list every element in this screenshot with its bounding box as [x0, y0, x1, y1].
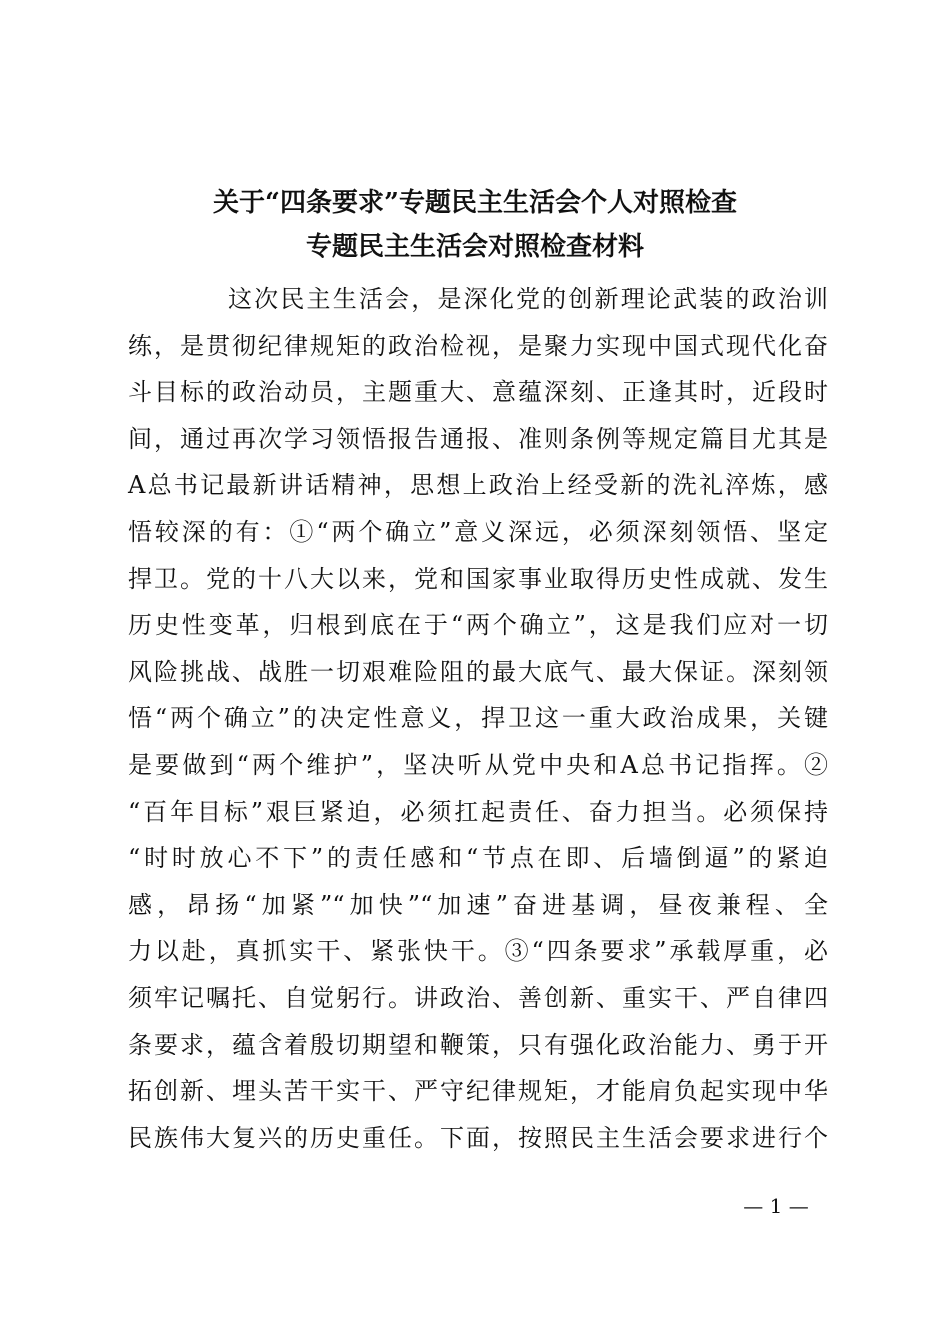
body-line: 这次民主生活会，是深化党的创新理论武装的政治训	[228, 285, 828, 313]
body-line: 捍卫。党的十八大以来，党和国家事业取得历史性成就、发生	[128, 564, 828, 593]
body-line: 历史性变革，归根到底在于“两个确立”，这是我们应对一切	[128, 611, 828, 640]
body-line: 感，昂扬“加紧”“加快”“加速”奋进基调，昼夜兼程、全	[128, 890, 828, 919]
body-line: “百年目标”艰巨紧迫，必须扛起责任、奋力担当。必须保持	[128, 797, 828, 826]
document-title-line-2: 专题民主生活会对照检查材料	[305, 232, 644, 262]
body-line: 条要求，蕴含着殷切期望和鞭策，只有强化政治能力、勇于开	[128, 1030, 828, 1059]
body-line: 悟“两个确立”的决定性意义，捍卫这一重大政治成果，关键	[128, 704, 828, 733]
body-line: A总书记最新讲话精神，思想上政治上经受新的洗礼淬炼，感	[128, 471, 828, 500]
body-line: 练，是贯彻纪律规矩的政治检视，是聚力实现中国式现代化奋	[128, 331, 828, 360]
document-body	[128, 276, 828, 1161]
body-line: 斗目标的政治动员，主题重大、意蕴深刻、正逢其时，近段时	[128, 378, 828, 407]
body-line: “时时放心不下”的责任感和“节点在即、后墙倒逼”的紧迫	[128, 844, 828, 873]
body-line: 风险挑战、战胜一切艰难险阻的最大底气、最大保证。深刻领	[128, 657, 828, 686]
body-line: 须牢记嘱托、自觉躬行。讲政治、善创新、重实干、严自律四	[128, 983, 828, 1012]
document-title-line-1: 关于“四条要求”专题民主生活会个人对照检查	[213, 188, 737, 218]
body-line: 民族伟大复兴的历史重任。下面，按照民主生活会要求进行个	[128, 1123, 828, 1152]
body-line: 拓创新、埋头苦干实干、严守纪律规矩，才能肩负起实现中华	[128, 1077, 828, 1106]
page-number: — 1 —	[743, 1194, 809, 1218]
body-line: 是要做到“两个维护”，坚决听从党中央和A总书记指挥。②	[128, 750, 828, 779]
body-line: 悟较深的有：①“两个确立”意义深远，必须深刻领悟、坚定	[128, 517, 828, 546]
body-line: 力以赴，真抓实干、紧张快干。③“四条要求”承载厚重，必	[128, 937, 828, 966]
body-line: 间，通过再次学习领悟报告通报、准则条例等规定篇目尤其是	[128, 424, 828, 453]
